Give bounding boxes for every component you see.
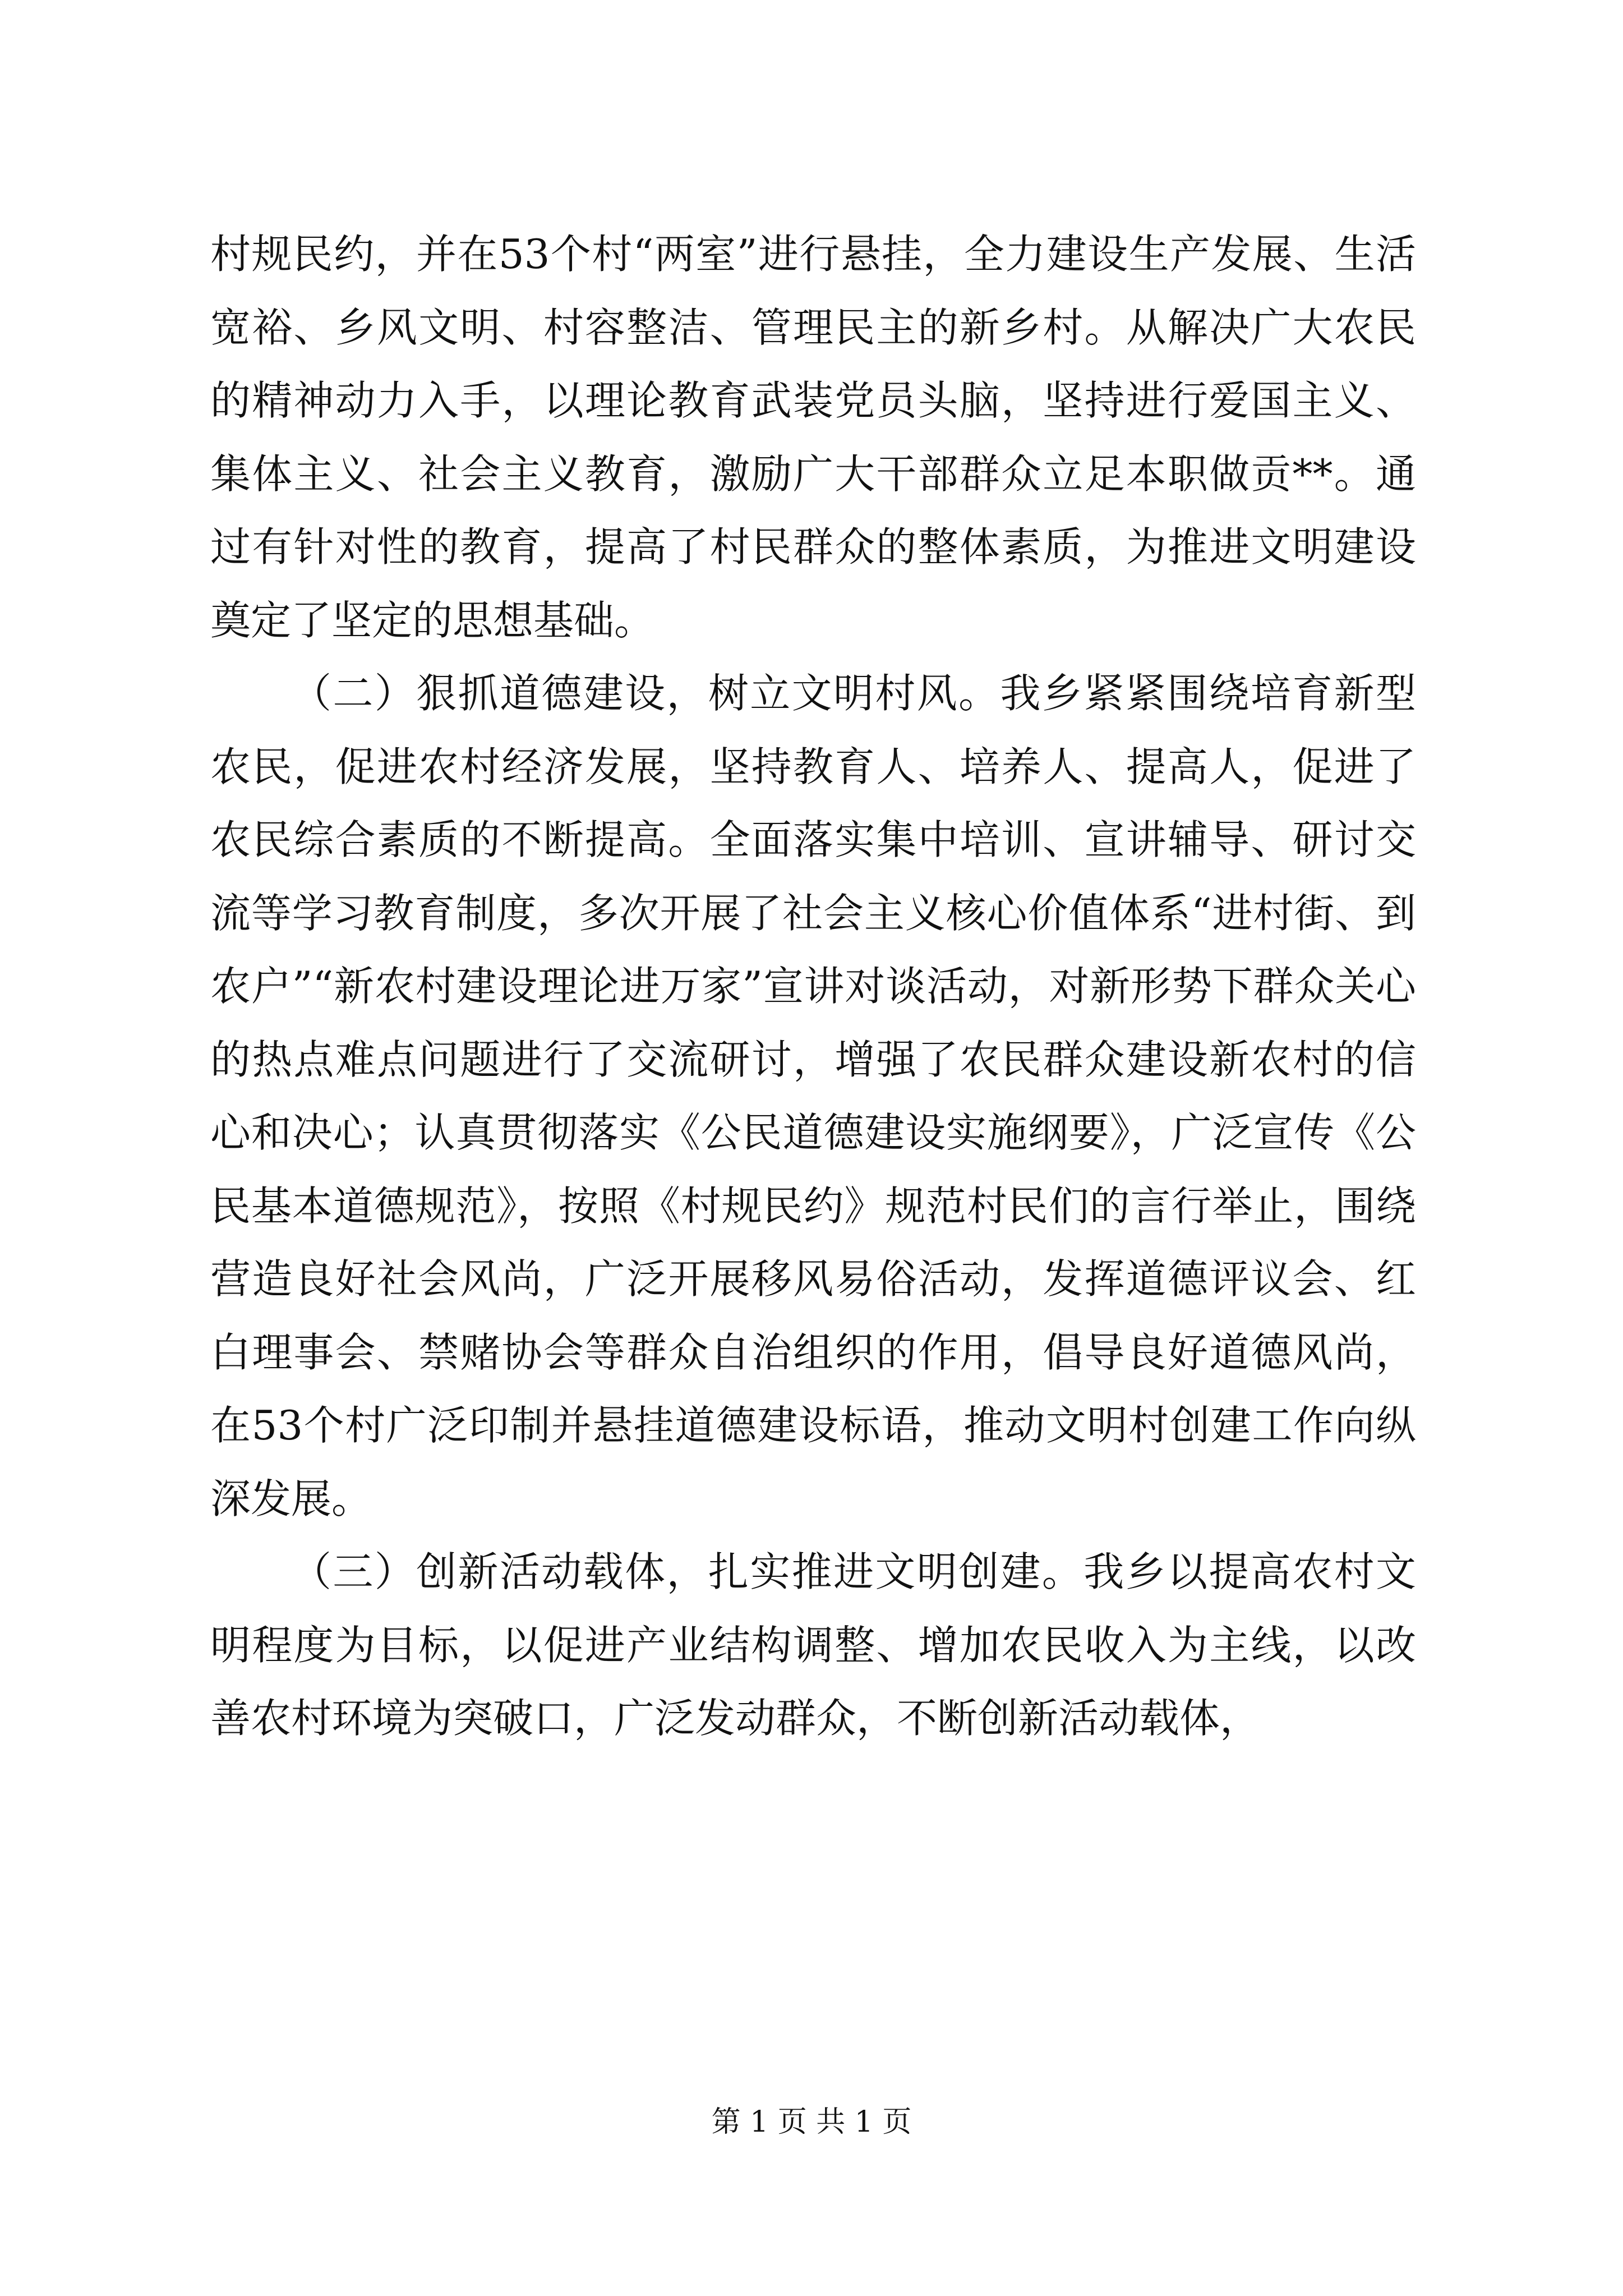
page-footer: 第 1 页 共 1 页 bbox=[711, 2105, 912, 2139]
document-body bbox=[210, 218, 1416, 1755]
paragraph-1: 村规民约，并在53个村“两室”进行悬挂，全力建设生产发展、生活宽裕、乡风文明、村容整洁、管理民主的新乡村。从解决广大农民的精神动力入手，以理论教育武装党员头脑，坚持进行爱国主义、集体主义、社会主义教育，激励广大干部群众立足本职做贡**。通过有针对性的教育，提高了村民群众的整体素质，为推进文明建设奠定了坚定的思想基础。 bbox=[210, 231, 1416, 644]
paragraph-3: （三）创新活动载体，扎实推进文明创建。我乡以提高农村文明程度为目标，以促进产业结构调整、增加农民收入为主线，以改善农村环境为突破口，广泛发动群众，不断创新活动载体， bbox=[210, 1548, 1416, 1742]
paragraph-2: （二）狠抓道德建设，树立文明村风。我乡紧紧围绕培育新型农民，促进农村经济发展，坚持教育人、培养人、提高人，促进了农民综合素质的不断提高。全面落实集中培训、宣讲辅导、研讨交流等学习教育制度，多次开展了社会主义核心价值体系“进村街、到农户”“新农村建设理论进万家”宣讲对谈活动，对新形势下群众关心的热点难点问题进行了交流研讨，增强了农民群众建设新农村的信心和决心；认真贯彻落实《公民道德建设实施纲要》，广泛宣传《公民基本道德规范》，按照《村规民约》规范村民们的言行举止，围绕营造良好社会风尚，广泛开展移风易俗活动，发挥道德评议会、红白理事会、禁赌协会等群众自治组织的作用，倡导良好道德风尚，在53个村广泛印制并悬挂道德建设标语，推动文明村创建工作向纵深发展。 bbox=[210, 670, 1416, 1522]
